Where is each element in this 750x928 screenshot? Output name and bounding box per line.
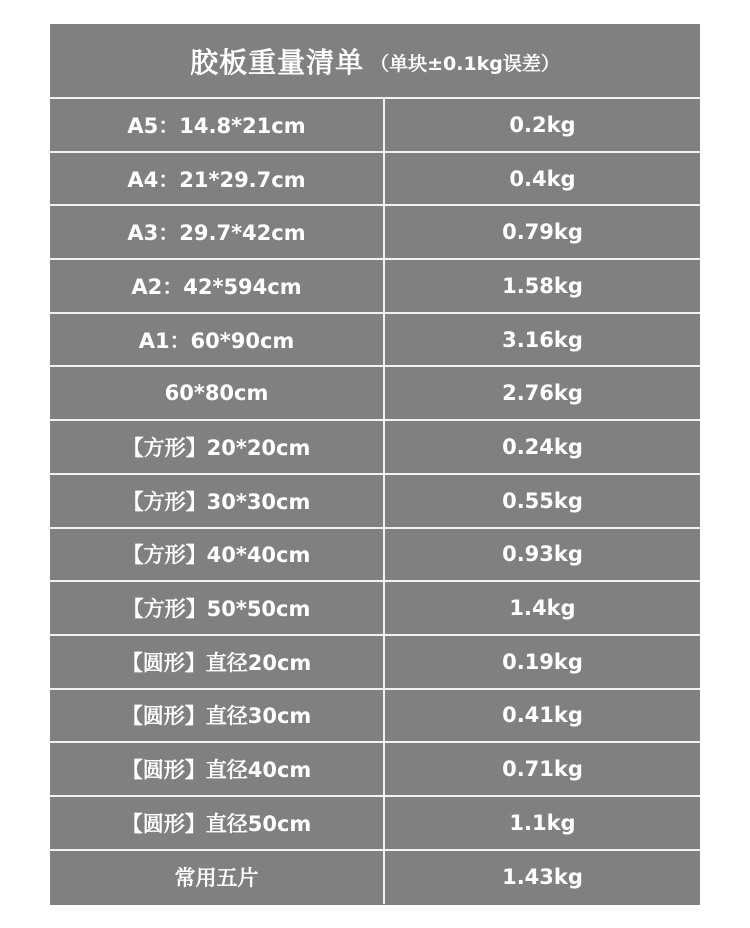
size-cell: A2：42*594cm [50, 260, 385, 312]
table-row [50, 260, 700, 314]
table-row [50, 206, 700, 260]
table-row [50, 797, 700, 851]
table-row [50, 743, 700, 797]
size-cell: 【方形】30*30cm [50, 475, 385, 527]
table-row [50, 529, 700, 583]
weight-list-table [50, 24, 700, 905]
weight-cell: 1.43kg [502, 865, 583, 890]
size-cell: 【方形】40*40cm [50, 529, 385, 581]
table-row [50, 421, 700, 475]
size-cell: 60*80cm [50, 367, 385, 419]
table-row [50, 99, 700, 153]
table-body [50, 99, 700, 904]
weight-cell: 0.41kg [502, 703, 583, 728]
size-cell: A5：14.8*21cm [50, 99, 385, 151]
size-cell: 【方形】20*20cm [50, 421, 385, 473]
size-cell: 【圆形】直径20cm [50, 636, 385, 688]
weight-cell: 0.2kg [509, 112, 576, 137]
weight-cell: 3.16kg [502, 327, 583, 352]
size-cell: 【方形】50*50cm [50, 582, 385, 634]
table-row [50, 851, 700, 905]
weight-cell: 2.76kg [502, 381, 583, 406]
table-title-bar [50, 24, 700, 99]
table-row [50, 690, 700, 744]
weight-cell: 1.1kg [509, 810, 576, 835]
size-cell: A1：60*90cm [50, 314, 385, 366]
table-row [50, 367, 700, 421]
weight-cell: 1.4kg [509, 596, 576, 621]
weight-cell: 0.19kg [502, 649, 583, 674]
weight-cell: 0.79kg [502, 220, 583, 245]
table-row [50, 475, 700, 529]
weight-cell: 0.93kg [502, 542, 583, 567]
size-cell: A3：29.7*42cm [50, 206, 385, 258]
weight-cell: 0.4kg [509, 166, 576, 191]
table-title: 胶板重量清单 [190, 45, 365, 79]
weight-cell: 0.55kg [502, 488, 583, 513]
table-row [50, 314, 700, 368]
table-row [50, 636, 700, 690]
table-title-note: （单块±0.1kg误差） [370, 53, 560, 75]
weight-cell: 0.24kg [502, 434, 583, 459]
size-cell: 【圆形】直径40cm [50, 743, 385, 795]
weight-cell: 0.71kg [502, 757, 583, 782]
weight-cell: 1.58kg [502, 273, 583, 298]
size-cell: 【圆形】直径50cm [50, 797, 385, 849]
size-cell: 【圆形】直径30cm [50, 690, 385, 742]
size-cell: A4：21*29.7cm [50, 153, 385, 205]
size-cell: 常用五片 [50, 851, 385, 905]
table-row [50, 153, 700, 207]
table-row [50, 582, 700, 636]
